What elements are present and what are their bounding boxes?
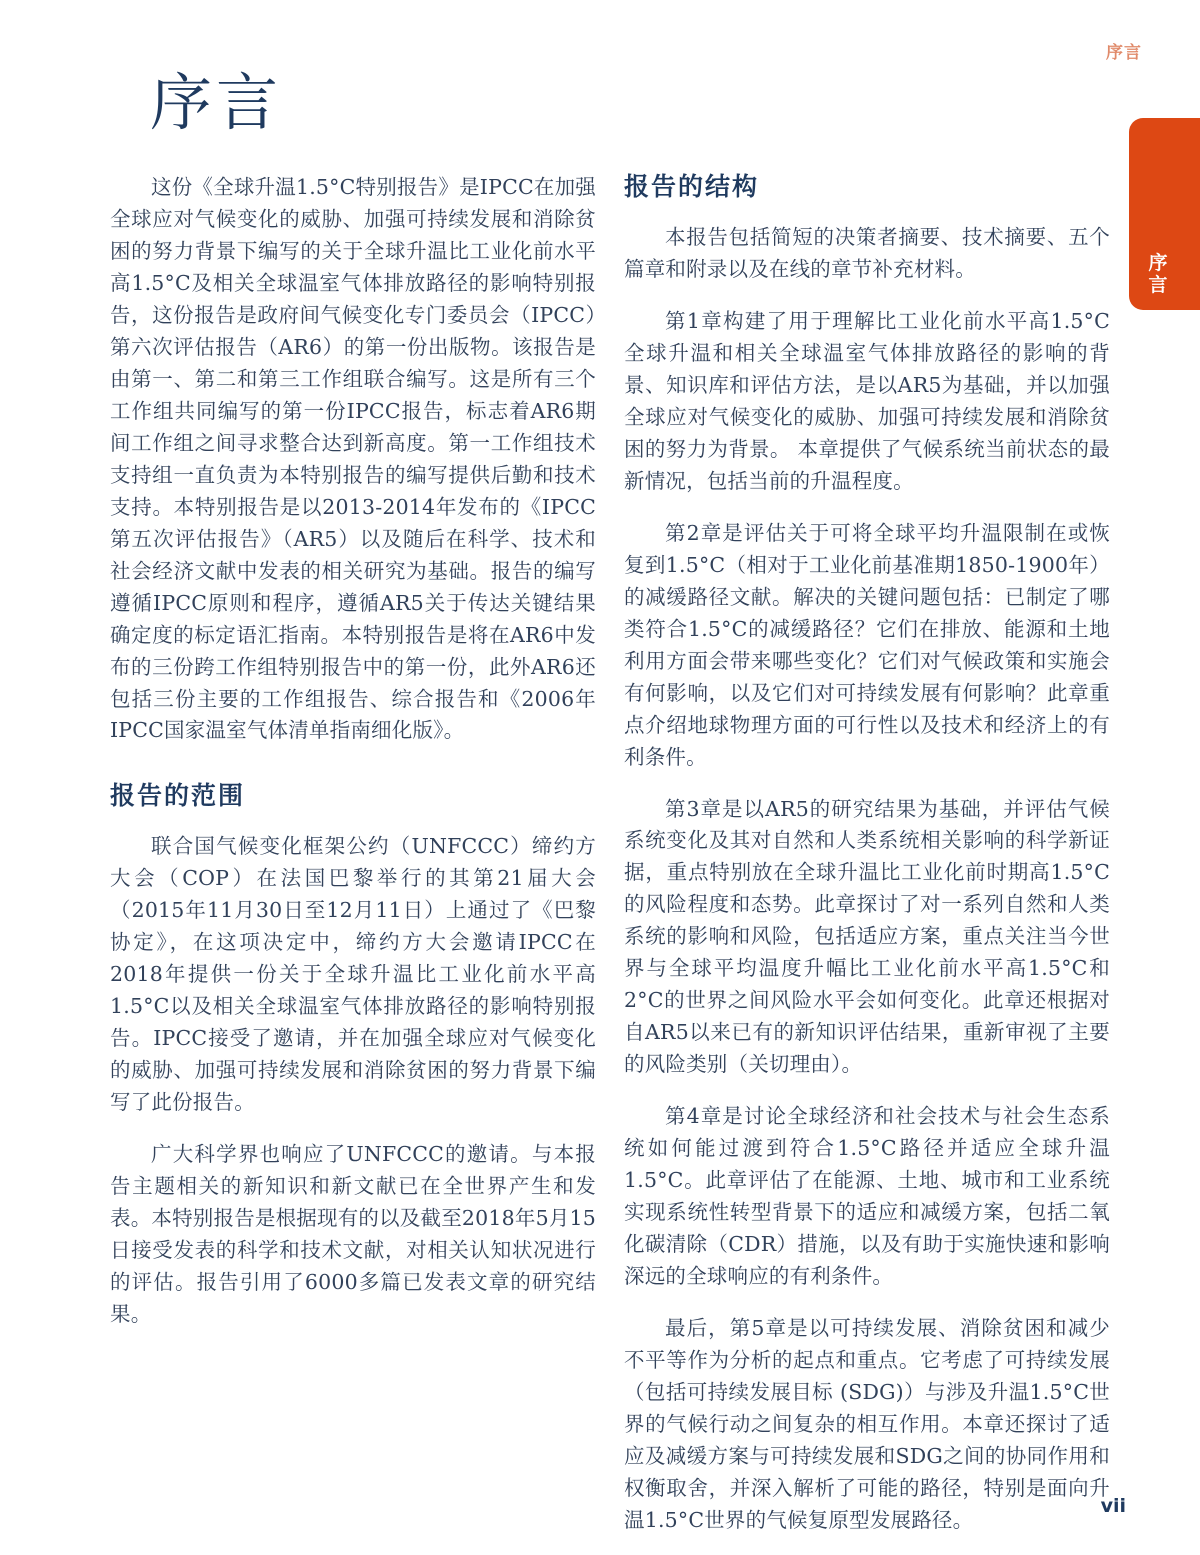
- page-number: vii: [1100, 1495, 1126, 1517]
- heading-report-scope: 报告的范围: [110, 781, 246, 811]
- right-column: [624, 172, 1110, 1555]
- paragraph-scope-2: 广大科学界也响应了UNFCCC的邀请。与本报告主题相关的新知识和新文献已在全世界产生和发表。本特别报告是根据现有的以及截至2018年5月15日接受发表的科学和技术文献，对相关认知状况进行的评估。报告引用了6000多篇已发表文章的研究结果。: [110, 1142, 596, 1326]
- paragraph-chapter-4: 第4章是讨论全球经济和社会技术与社会生态系统如何能过渡到符合1.5°C路径并适应全球升温1.5°C。此章评估了在能源、土地、城市和工业系统实现系统性转型背景下的适应和减缓方案，包括二氧化碳清除（CDR）措施，以及有助于实施快速和影响深远的全球响应的有利条件。: [624, 1104, 1110, 1289]
- left-column: [110, 172, 596, 1351]
- page-title: 序言: [150, 66, 283, 139]
- side-tab-label: [1129, 253, 1187, 296]
- paragraph-chapter-2: 第2章是评估关于可将全球平均升温限制在或恢复到1.5°C（相对于工业化前基准期1850-1900年）的减缓路径文献。解决的关键问题包括：已制定了哪类符合1.5°C的减缓路径？它们在排放、能源和土地利用方面会带来哪些变化？它们对气候政策和实施会有何影响，以及它们对可持续发展有何影响？此章重点介绍地球物理方面的可行性以及技术和经济上的有利条件。: [624, 520, 1110, 769]
- paragraph-chapter-1: 第1章构建了用于理解比工业化前水平高1.5°C全球升温和相关全球温室气体排放路径的影响的背景、知识库和评估方法，是以AR5为基础，并以加强全球应对气候变化的威胁、加强可持续发展和消除贫困的努力为背景。 本章提供了气候系统当前状态的最新情况，包括当前的升温程度。: [624, 308, 1110, 493]
- paragraph-chapter-5: 最后，第5章是以可持续发展、消除贫困和减少不平等作为分析的起点和重点。它考虑了可持续发展（包括可持续发展目标 (SDG)）与涉及升温1.5°C世界的气候行动之间复杂的相互作用。本章还探讨了适应及减缓方案与可持续发展和SDG之间的协同作用和权衡取舍，并深入解析了可能的路径，特别是面向升温1.5°C世界的气候复原型发展路径。: [624, 1316, 1110, 1532]
- chapter-side-tab: [1129, 118, 1200, 310]
- body-columns: [110, 172, 1110, 1532]
- side-tab-char-2: 言: [1148, 273, 1168, 296]
- paragraph-structure-overview: 本报告包括简短的决策者摘要、技术摘要、五个篇章和附录以及在线的章节补充材料。: [624, 225, 1110, 281]
- paragraph-intro: 这份《全球升温1.5°C特别报告》是IPCC在加强全球应对气候变化的威胁、加强可持续发展和消除贫困的努力背景下编写的关于全球升温比工业化前水平高1.5°C及相关全球温室气体排放路径的影响特别报告，这份报告是政府间气候变化专门委员会（IPCC）第六次评估报告（AR6）的第一份出版物。该报告是由第一、第二和第三工作组联合编写。这是所有三个工作组共同编写的第一份IPCC报告，标志着AR6期间工作组之间寻求整合达到新高度。第一工作组技术支持组一直负责为本特别报告的编写提供后勤和技术支持。本特别报告是以2013-2014年发布的《IPCC第五次评估报告》（AR5）以及随后在科学、技术和社会经济文献中发表的相关研究为基础。报告的编写遵循IPCC原则和程序，遵循AR5关于传达关键结果确定度的标定语汇指南。本特别报告是将在AR6中发布的三份跨工作组特别报告中的第一份，此外AR6还包括三份主要的工作组报告、综合报告和《2006年IPCC国家温室气体清单指南细化版》。: [110, 175, 596, 743]
- side-tab-char-1: 序: [1148, 252, 1168, 275]
- running-header: 序言: [1106, 43, 1142, 63]
- paragraph-chapter-3: 第3章是以AR5的研究结果为基础，并评估气候系统变化及其对自然和人类系统相关影响的科学新证据，重点特别放在全球升温比工业化前时期高1.5°C的风险程度和态势。此章探讨了对一系列自然和人类系统的影响和风险，包括适应方案，重点关注当今世界与全球平均温度升幅比工业化前水平高1.5°C和2°C的世界之间风险水平会如何变化。此章还根据对自AR5以来已有的新知识评估结果，重新审视了主要的风险类别（关切理由）。: [624, 796, 1110, 1077]
- heading-report-structure: 报告的结构: [624, 172, 760, 201]
- paragraph-scope-1: 联合国气候变化框架公约（UNFCCC）缔约方大会（COP）在法国巴黎举行的其第21届大会（2015年11月30日至12月11日）上通过了《巴黎协定》，在这项决定中，缔约方大会邀请IPCC在 2018年提供一份关于全球升温比工业化前水平高1.5°C以及相关全球温室气体排放路径的影响特别报告。IPCC接受了邀请，并在加强全球应对气候变化的威胁、加强可持续发展和消除贫困的努力背景下编写了此份报告。: [110, 834, 596, 1115]
